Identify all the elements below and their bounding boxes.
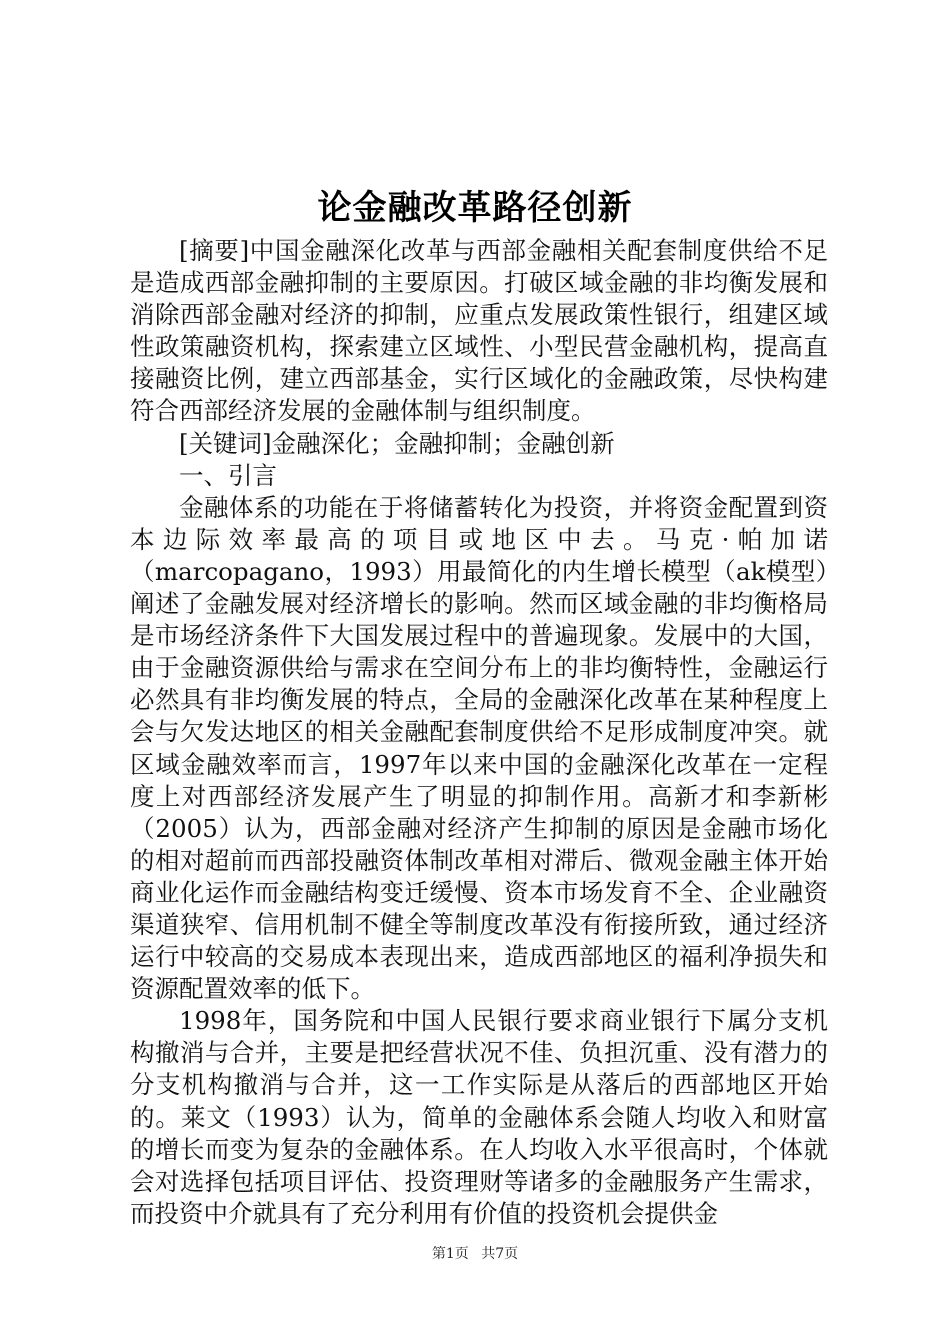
page-footer [0, 1244, 950, 1264]
section-heading: 一、引言 [179, 460, 277, 490]
document-body [130, 235, 828, 1230]
keywords-paragraph: [关键词]金融深化；金融抑制；金融创新 [179, 428, 615, 458]
body-paragraph: 金融体系的功能在于将储蓄转化为投资，并将资金配置到资本边际效率最高的项目或地区中去。马克·帕加诺（marcopagano，1993）用最简化的内生增长模型（ak模型）阐述了金融发展对经济增长的影响。然而区域金融的非均衡格局是市场经济条件下大国发展过程中的普遍现象。发展中的大国，由于金融资源供给与需求在空间分布上的非均衡特性，金融运行必然具有非均衡发展的特点，全局的金融深化改革在某种程度上会与欠发达地区的相关金融配套制度供给不足形成制度冲突。就区域金融效率而言，1997年以来中国的金融深化改革在一定程度上对西部经济发展产生了明显的抑制作用。高新才和李新彬（2005）认为，西部金融对经济产生抑制的原因是金融市场化的相对超前而西部投融资体制改革相对滞后、微观金融主体开始商业化运作而金融结构变迁缓慢、资本市场发育不全、企业融资渠道狭窄、信用机制不健全等制度改革没有衔接所致，通过经济运行中较高的交易成本表现出来，造成西部地区的福利净损失和资源配置效率的低下。 [130, 492, 828, 1004]
document-title: 论金融改革路径创新 [317, 188, 633, 228]
body-paragraph: 1998年，国务院和中国人民银行要求商业银行下属分支机构撤消与合并，主要是把经营状况不佳、负担沉重、没有潜力的分支机构撤消与合并，这一工作实际是从落后的西部地区开始的。莱文（1993）认为，简单的金融体系会随人均收入和财富的增长而变为复杂的金融体系。在人均收入水平很高时，个体就会对选择包括项目评估、投资理财等诸多的金融服务产生需求，而投资中介就具有了充分利用有价值的投资机会提供金 [130, 1006, 828, 1228]
page-number: 第1页 [431, 1246, 469, 1262]
page-total: 共7页 [481, 1246, 519, 1262]
abstract-paragraph: [摘要]中国金融深化改革与西部金融相关配套制度供给不足是造成西部金融抑制的主要原因。打破区域金融的非均衡发展和消除西部金融对经济的抑制，应重点发展政策性银行，组建区域性政策融资机构，探索建立区域性、小型民营金融机构，提高直接融资比例，建立西部基金，实行区域化的金融政策，尽快构建符合西部经济发展的金融体制与组织制度。 [130, 236, 828, 426]
